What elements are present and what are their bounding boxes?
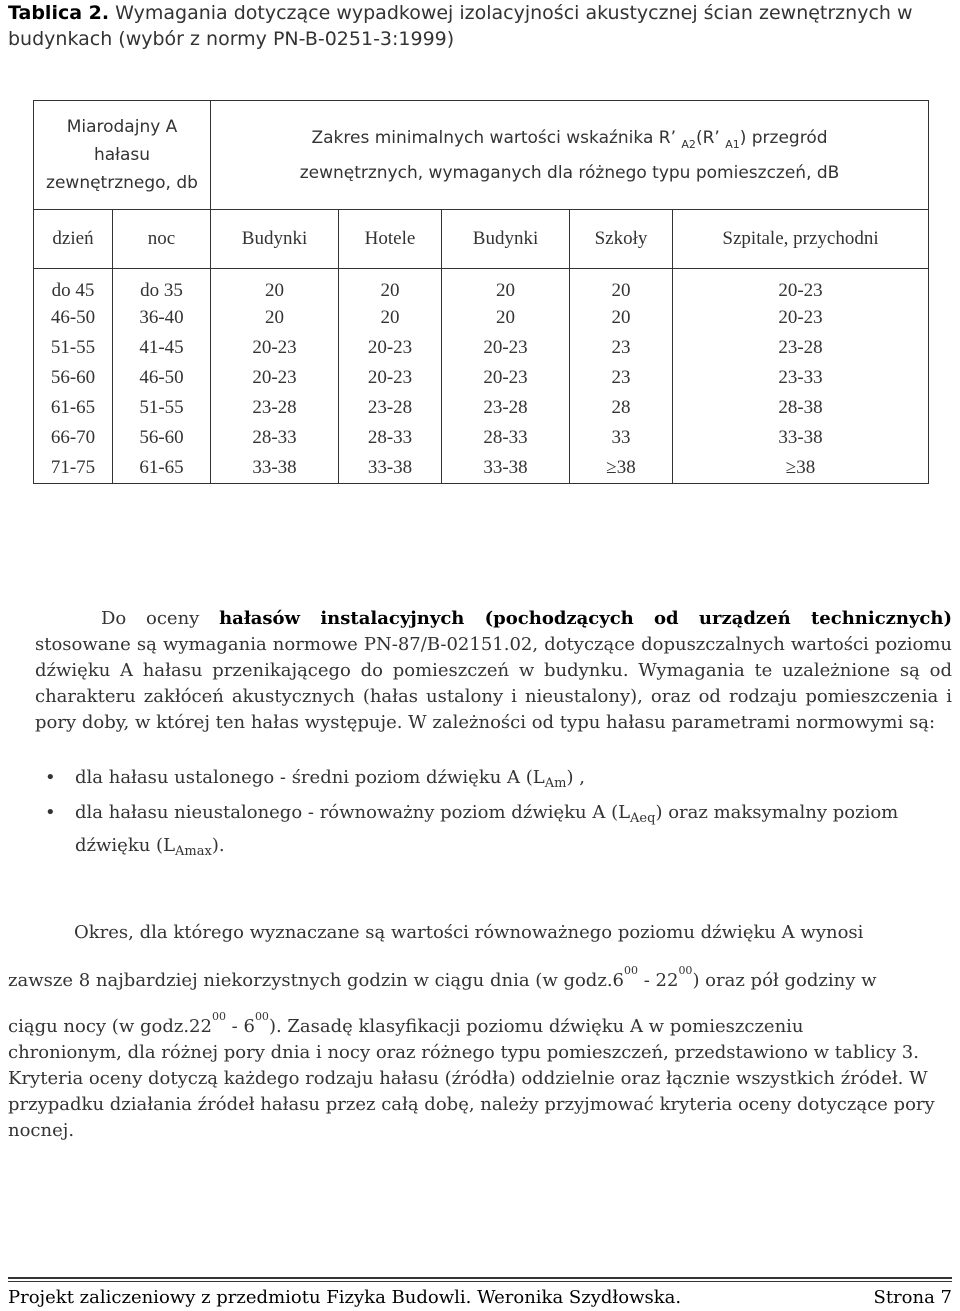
table-cell: 23-28 bbox=[442, 393, 570, 423]
table-cell: 66-70 bbox=[34, 423, 113, 453]
page-number: Strona 7 bbox=[873, 1287, 952, 1308]
table-cell: 20-23 bbox=[211, 333, 339, 363]
table-cell: do 45 bbox=[34, 269, 113, 304]
table-cell: 23-28 bbox=[211, 393, 339, 423]
okres-text: - 6 bbox=[225, 1016, 255, 1037]
list-item bbox=[35, 764, 952, 797]
header-sub-a2: A2 bbox=[681, 137, 696, 151]
table-cell: 33-38 bbox=[673, 423, 929, 453]
table-cell: 51-55 bbox=[113, 393, 211, 423]
bullet-text: dla hałasu nieustalonego - równoważny poziom dźwięku A (L bbox=[75, 802, 631, 823]
table-row bbox=[34, 393, 929, 423]
okres-text: ciągu nocy (w godz.22 bbox=[8, 1016, 212, 1037]
table-cell: 33-38 bbox=[211, 453, 339, 484]
requirements-table bbox=[33, 100, 929, 484]
bullet-sub: Amax bbox=[175, 844, 212, 859]
header-range-text-b: ) przegród bbox=[739, 127, 828, 148]
table-cell: 56-60 bbox=[34, 363, 113, 393]
installation-noise-paragraph bbox=[35, 606, 952, 736]
col-label: dzień bbox=[34, 210, 113, 269]
header-range-cell bbox=[211, 101, 929, 210]
header-range-text-c: zewnętrznych, wymaganych dla różnego typu pomieszczeń, dB bbox=[299, 162, 840, 183]
page-footer bbox=[8, 1286, 952, 1310]
okres-text: zawsze 8 najbardziej niekorzystnych godzin w ciągu dnia (w godz.6 bbox=[8, 970, 624, 991]
header-range-mid: (R’ bbox=[695, 127, 720, 148]
table-cell: 36-40 bbox=[113, 303, 211, 333]
table-cell: 23-28 bbox=[339, 393, 442, 423]
table-cell: 51-55 bbox=[34, 333, 113, 363]
bullet-text: dla hałasu ustalonego - średni poziom dźwięku A (L bbox=[75, 767, 545, 788]
table-cell: 20-23 bbox=[673, 269, 929, 304]
bullet-icon: • bbox=[45, 767, 56, 788]
table-row bbox=[34, 333, 929, 363]
table-row bbox=[34, 303, 929, 333]
table-cell: 20-23 bbox=[673, 303, 929, 333]
okres-sup: 00 bbox=[624, 964, 638, 977]
table-cell: do 35 bbox=[113, 269, 211, 304]
para-rest: stosowane są wymagania normowe PN-87/B-02151.02, dotyczące dopuszczalnych wartości poziomu dźwięku A hałasu przenikającego do pomieszczeń w budynku. Wymagania te uzależnione są od charakteru zakłóceń akustycznych (hałas ustalony i nieustalony), oraz od rodzaju pomieszczenia i pory doby, w której ten hałas występuje. W zależności od typu hałasu parametrami normowymi są: bbox=[35, 634, 952, 733]
okres-sup: 00 bbox=[211, 1010, 226, 1023]
table-row bbox=[34, 423, 929, 453]
table-cell: 41-45 bbox=[113, 333, 211, 363]
column-labels-row bbox=[34, 210, 929, 269]
table-row bbox=[34, 269, 929, 304]
caption-text: Wymagania dotyczące wypadkowej izolacyjności akustycznej ścian zewnętrznych w budynkach (wybór z normy PN-B-0251-3:1999) bbox=[8, 2, 913, 50]
table-cell: 28-38 bbox=[673, 393, 929, 423]
table-row bbox=[34, 453, 929, 484]
list-item bbox=[35, 799, 952, 865]
caption-label: Tablica 2. bbox=[8, 2, 110, 24]
table-cell: 20 bbox=[570, 303, 673, 333]
table-cell: 23-33 bbox=[673, 363, 929, 393]
table-cell: 23 bbox=[570, 333, 673, 363]
table-cell: ≥38 bbox=[673, 453, 929, 484]
table-cell: 33 bbox=[570, 423, 673, 453]
para-bold: hałasów instalacyjnych (pochodzących od urządzeń technicznych) bbox=[219, 608, 953, 629]
header-measure-cell bbox=[34, 101, 211, 210]
okres-text: ). Zasadę klasyfikacji poziomu dźwięku A w pomieszczeniu bbox=[268, 1016, 804, 1037]
table-cell: 28-33 bbox=[442, 423, 570, 453]
bullet-icon: • bbox=[45, 802, 56, 823]
table-cell: 20 bbox=[211, 303, 339, 333]
table-cell: 61-65 bbox=[113, 453, 211, 484]
table-cell: 23 bbox=[570, 363, 673, 393]
table-cell: 20 bbox=[570, 269, 673, 304]
okres-sup: 00 bbox=[254, 1010, 269, 1023]
table-cell: 20-23 bbox=[339, 363, 442, 393]
table-cell: 33-38 bbox=[442, 453, 570, 484]
col-label: Budynki bbox=[211, 210, 339, 269]
table-cell: 20-23 bbox=[339, 333, 442, 363]
footer-title: Projekt zaliczeniowy z przedmiotu Fizyka Budowli. Weronika Szydłowska. bbox=[8, 1287, 682, 1308]
header-measure-label: Miarodajny A hałasu zewnętrznego, db bbox=[46, 117, 198, 193]
okres-rest: chronionym, dla różnej pory dnia i nocy oraz różnego typu pomieszczeń, przedstawiono w tablicy 3. Kryteria oceny dotyczą każdego rodzaju hałasu (źródła) oddzielnie oraz łącznie wszystkich źródeł. W przypadku działania źródeł hałasu przez całą dobę, należy przyjmować kryteria oceny dotyczące pory nocnej. bbox=[8, 1042, 935, 1141]
table-row bbox=[34, 363, 929, 393]
table-cell: 20-23 bbox=[442, 333, 570, 363]
okres-line2 bbox=[8, 958, 953, 994]
table-cell: 28-33 bbox=[339, 423, 442, 453]
col-label: Szkoły bbox=[570, 210, 673, 269]
header-sub-a1: A1 bbox=[725, 137, 740, 151]
okres-line3 bbox=[8, 1004, 953, 1040]
table-caption bbox=[8, 0, 956, 52]
table-cell: 20 bbox=[339, 269, 442, 304]
para-intro: Do oceny bbox=[101, 608, 200, 629]
table-cell: 23-28 bbox=[673, 333, 929, 363]
table-cell: 20 bbox=[211, 269, 339, 304]
col-label: Budynki bbox=[442, 210, 570, 269]
header-range-text-a: Zakres minimalnych wartości wskaźnika R’ bbox=[311, 127, 676, 148]
bullet-list bbox=[35, 764, 952, 865]
table-cell: 20-23 bbox=[442, 363, 570, 393]
table-cell: 61-65 bbox=[34, 393, 113, 423]
col-label: Hotele bbox=[339, 210, 442, 269]
footer-divider bbox=[8, 1277, 952, 1279]
table-cell: 71-75 bbox=[34, 453, 113, 484]
col-label: Szpitale, przychodni bbox=[673, 210, 929, 269]
okres-text: - 22 bbox=[638, 970, 679, 991]
bullet-sub: Am bbox=[544, 776, 567, 791]
footer-divider bbox=[8, 1281, 952, 1282]
table-cell: 28-33 bbox=[211, 423, 339, 453]
table-cell: 33-38 bbox=[339, 453, 442, 484]
okres-line1: Okres, dla którego wyznaczane są wartości równoważnego poziomu dźwięku A wynosi bbox=[74, 922, 864, 943]
okres-sup: 00 bbox=[678, 964, 693, 977]
okres-text: ) oraz pół godziny w bbox=[692, 970, 877, 991]
col-label: noc bbox=[113, 210, 211, 269]
table-cell: 46-50 bbox=[113, 363, 211, 393]
table-cell: ≥38 bbox=[570, 453, 673, 484]
evaluation-period-paragraph bbox=[8, 920, 953, 1144]
table-cell: 20 bbox=[339, 303, 442, 333]
bullet-mid: ) oraz maksymalny poziom dźwięku (L bbox=[75, 802, 899, 856]
table-cell: 56-60 bbox=[113, 423, 211, 453]
bullet-sub: Aeq bbox=[630, 811, 656, 826]
table-cell: 20 bbox=[442, 303, 570, 333]
table-cell: 46-50 bbox=[34, 303, 113, 333]
bullet-end: ) , bbox=[566, 767, 585, 788]
table-header-row bbox=[34, 101, 929, 210]
table-cell: 28 bbox=[570, 393, 673, 423]
bullet-end: ). bbox=[211, 835, 225, 856]
table-cell: 20-23 bbox=[211, 363, 339, 393]
table-cell: 20 bbox=[442, 269, 570, 304]
